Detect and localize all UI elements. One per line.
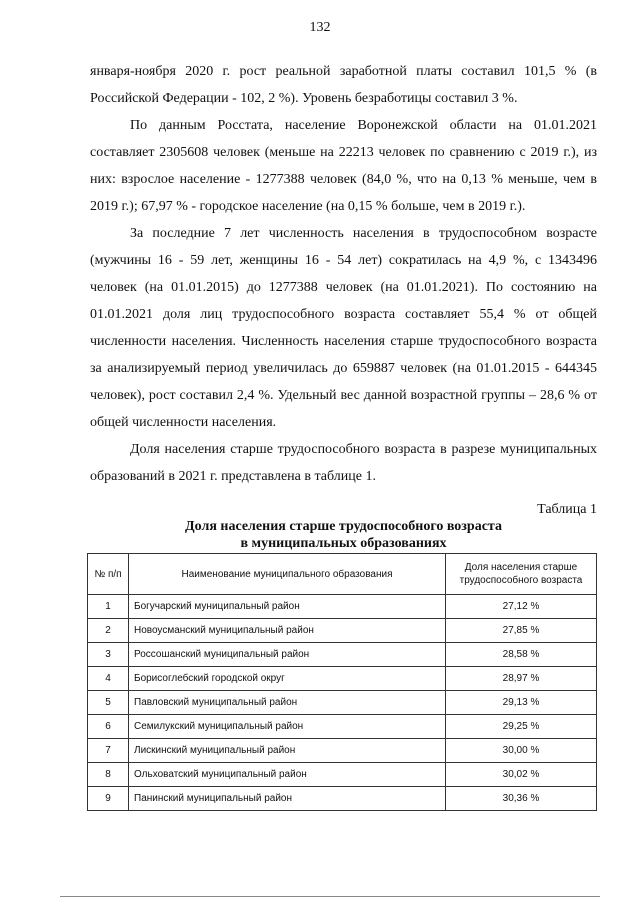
share-value: 30,02 % [446, 763, 597, 787]
municipality-name: Богучарский муниципальный район [129, 595, 446, 619]
paragraph: января-ноября 2020 г. рост реальной заработной платы составил 101,5 % (в Российской Федерации - 102, 2 %). Уровень безработицы составил 3 %. [90, 64, 597, 106]
table-row [88, 643, 597, 667]
body-text [90, 58, 597, 490]
table-row [88, 787, 597, 811]
municipality-name: Борисоглебский городской округ [129, 667, 446, 691]
share-value: 30,00 % [446, 739, 597, 763]
municipality-name: Павловский муниципальный район [129, 691, 446, 715]
table-row [88, 763, 597, 787]
row-number: 4 [88, 667, 129, 691]
table-row [88, 739, 597, 763]
table-row [88, 667, 597, 691]
paragraph: По данным Росстата, население Воронежской области на 01.01.2021 составляет 2305608 человек (меньше на 22213 человек по сравнению с 2019 г.), из них: взрослое население - 1277388 человек (84,0 %, что на 0,13 % меньше, чем в 2019 г.); 67,97 % - городское население (на 0,15 % больше, чем в 2019 г.). [90, 118, 597, 214]
table-row [88, 691, 597, 715]
table-row [88, 595, 597, 619]
column-header-name: Наименование муниципального образования [129, 554, 446, 595]
column-header-share: Доля населения старше трудоспособного возраста [446, 554, 597, 595]
table-row [88, 715, 597, 739]
table-row [88, 619, 597, 643]
share-value: 28,58 % [446, 643, 597, 667]
share-value: 27,12 % [446, 595, 597, 619]
row-number: 7 [88, 739, 129, 763]
table-label: Таблица 1 [537, 502, 597, 517]
row-number: 9 [88, 787, 129, 811]
table-title-line: в муниципальных образованиях [240, 536, 447, 551]
page-bottom-divider [60, 896, 600, 897]
row-number: 2 [88, 619, 129, 643]
share-value: 29,13 % [446, 691, 597, 715]
row-number: 5 [88, 691, 129, 715]
share-value: 29,25 % [446, 715, 597, 739]
row-number: 1 [88, 595, 129, 619]
row-number: 8 [88, 763, 129, 787]
municipality-name: Панинский муниципальный район [129, 787, 446, 811]
municipality-name: Ольховатский муниципальный район [129, 763, 446, 787]
row-number: 3 [88, 643, 129, 667]
table-header-row [88, 554, 597, 595]
share-value: 27,85 % [446, 619, 597, 643]
municipality-name: Семилукский муниципальный район [129, 715, 446, 739]
municipality-name: Новоусманский муниципальный район [129, 619, 446, 643]
share-value: 28,97 % [446, 667, 597, 691]
share-value: 30,36 % [446, 787, 597, 811]
data-table [87, 553, 597, 811]
municipality-name: Лискинский муниципальный район [129, 739, 446, 763]
table-title-line: Доля населения старше трудоспособного возраста [185, 519, 502, 534]
column-header-num: № п/п [88, 554, 129, 595]
paragraph: Доля населения старше трудоспособного возраста в разрезе муниципальных образований в 2021 г. представлена в таблице 1. [90, 442, 597, 484]
page-number: 132 [309, 20, 331, 35]
row-number: 6 [88, 715, 129, 739]
table-title [90, 518, 597, 552]
paragraph: За последние 7 лет численность населения в трудоспособном возрасте (мужчины 16 - 59 лет, женщины 16 - 54 лет) сократилась на 4,9 %, с 1343496 человек (на 01.01.2015) до 1277388 человек (на 01.01.2021). По состоянию на 01.01.2021 доля лиц трудоспособного возраста составляет 55,4 % от общей численности населения. Численность населения старше трудоспособного возраста за анализируемый период увеличилась до 659887 человек (на 01.01.2015 - 644345 человек), рост составил 2,4 %. Удельный вес данной возрастной группы – 28,6 % от общей численности населения. [90, 226, 597, 430]
municipality-name: Россошанский муниципальный район [129, 643, 446, 667]
